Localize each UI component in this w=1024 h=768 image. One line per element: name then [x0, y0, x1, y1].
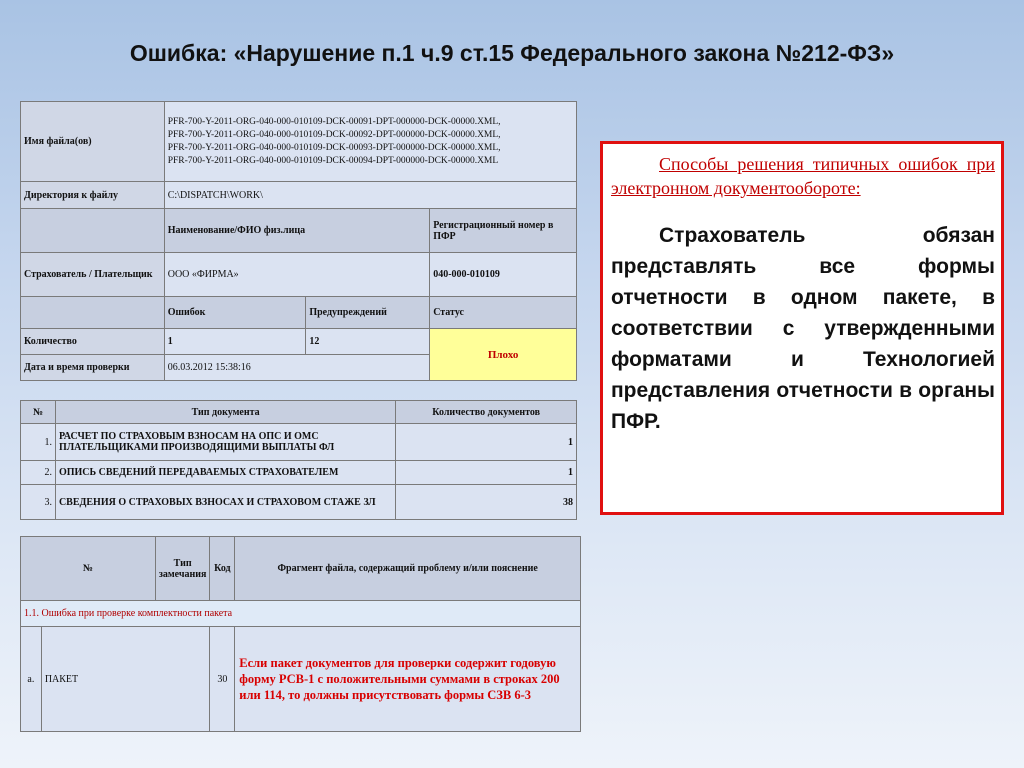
doc-type-header: Тип документа [55, 401, 395, 424]
remark-row-item: ПАКЕТ [41, 627, 210, 732]
file-name: PFR-700-Y-2011-ORG-040-000-010109-DCK-00091-DPT-000000-DCK-00000.XML, [167, 116, 501, 127]
remark-num-header: № [21, 537, 156, 601]
file-info-table [20, 101, 577, 381]
directory-value: C:\DISPATCH\WORK\ [164, 182, 576, 209]
doc-type: СВЕДЕНИЯ О СТРАХОВЫХ ВЗНОСАХ И СТРАХОВОМ СТАЖЕ ЗЛ [55, 485, 395, 520]
errors-count: 1 [164, 329, 306, 355]
insurer-regnum: 040-000-010109 [430, 253, 577, 297]
datetime-value: 06.03.2012 15:38:16 [164, 355, 429, 381]
empty-header [21, 297, 165, 329]
page-title: Ошибка: «Нарушение п.1 ч.9 ст.15 Федерального закона №212-ФЗ» [129, 40, 895, 66]
empty-header [21, 209, 165, 253]
table-row [21, 461, 577, 485]
callout-body: Страхователь обязан представлять все формы отчетности в одном пакете, в соответствии с утвержденными форматами и Технологией представления отчетности в органы ПФР. [611, 224, 995, 433]
doc-count: 1 [396, 461, 577, 485]
name-header: Наименование/ФИО физ.лица [164, 209, 429, 253]
remarks-table [20, 536, 581, 732]
callout-title: Способы решения типичных ошибок при электронном документообороте: [611, 154, 995, 198]
file-names-cell [164, 102, 576, 182]
directory-label: Директория к файлу [21, 182, 165, 209]
doc-num: 3. [21, 485, 56, 520]
warnings-count: 12 [306, 329, 430, 355]
file-names-label: Имя файла(ов) [21, 102, 165, 182]
doc-count-header: Количество документов [396, 401, 577, 424]
doc-num: 2. [21, 461, 56, 485]
document-types-table [20, 400, 577, 520]
remark-section-title: 1.1. Ошибка при проверке комплектности пакета [21, 601, 581, 627]
count-label: Количество [21, 329, 165, 355]
file-name: PFR-700-Y-2011-ORG-040-000-010109-DCK-00093-DPT-000000-DCK-00000.XML, [167, 142, 501, 153]
datetime-label: Дата и время проверки [21, 355, 165, 381]
file-name: PFR-700-Y-2011-ORG-040-000-010109-DCK-00092-DPT-000000-DCK-00000.XML, [167, 129, 501, 140]
errors-header: Ошибок [164, 297, 306, 329]
doc-num-header: № [21, 401, 56, 424]
regnum-header: Регистрационный номер в ПФР [430, 209, 577, 253]
table-row [21, 627, 581, 732]
file-name: PFR-700-Y-2011-ORG-040-000-010109-DCK-00094-DPT-000000-DCK-00000.XML [167, 155, 499, 166]
warnings-header: Предупреждений [306, 297, 430, 329]
solution-callout [600, 141, 1004, 515]
doc-count: 38 [396, 485, 577, 520]
remark-fragment-header: Фрагмент файла, содержащий проблему и/или пояснение [235, 537, 581, 601]
status-header: Статус [430, 297, 577, 329]
remark-row-num: a. [21, 627, 42, 732]
remark-code-header: Код [210, 537, 235, 601]
status-badge: Плохо [430, 329, 577, 381]
remark-row-code: 30 [210, 627, 235, 732]
table-row [21, 485, 577, 520]
doc-count: 1 [396, 424, 577, 461]
insurer-name: ООО «ФИРМА» [164, 253, 429, 297]
doc-num: 1. [21, 424, 56, 461]
doc-type: ОПИСЬ СВЕДЕНИЙ ПЕРЕДАВАЕМЫХ СТРАХОВАТЕЛЕМ [55, 461, 395, 485]
doc-type: РАСЧЕТ ПО СТРАХОВЫМ ВЗНОСАМ НА ОПС И ОМС ПЛАТЕЛЬЩИКАМИ ПРОИЗВОДЯЩИМИ ВЫПЛАТЫ ФЛ [55, 424, 395, 461]
insurer-label: Страхователь / Плательщик [21, 253, 165, 297]
table-row [21, 424, 577, 461]
remark-row-text: Если пакет документов для проверки содержит годовую форму РСВ-1 с положительными суммами в строках 200 или 114, то должны присутствовать формы СЗВ 6-3 [235, 627, 581, 732]
remark-type-header: Тип замечания [155, 537, 210, 601]
